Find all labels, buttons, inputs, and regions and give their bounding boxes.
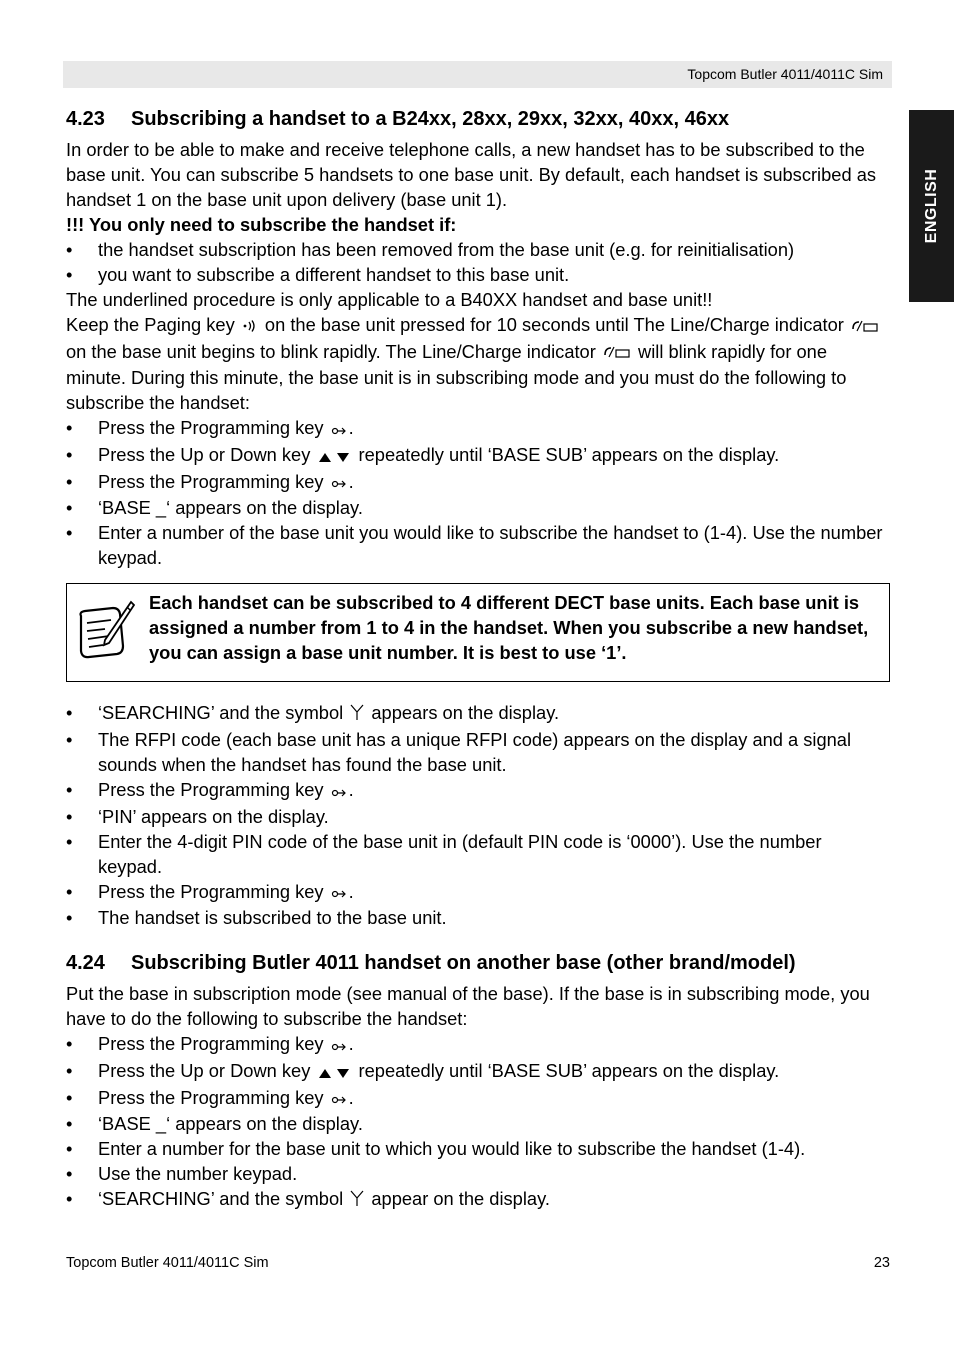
programming-key-icon xyxy=(331,1086,347,1111)
language-tab xyxy=(909,110,954,302)
language-tab-label: ENGLISH xyxy=(922,168,940,244)
antenna-icon xyxy=(350,1188,364,1213)
list-item: • ‘PIN’ appears on the display. xyxy=(66,805,329,827)
intro-paragraph: Put the base in subscription mode (see manual of the base). If the base is in subscribing mode, you have to do the following to subscribe the handset: xyxy=(66,983,870,1030)
underlined-note: The underlined procedure is only applicable to a B40XX handset and base unit!! xyxy=(66,289,713,310)
line-charge-icon xyxy=(851,314,879,339)
footer-title: Topcom Butler 4011/4011C Sim xyxy=(66,1255,269,1271)
section-title: Subscribing Butler 4011 handset on another base (other brand/model) xyxy=(131,952,796,975)
list-item: • Press the Programming key . xyxy=(66,469,890,496)
paging-key-icon xyxy=(242,314,258,339)
page-number: 23 xyxy=(873,1255,890,1271)
note-text: Each handset can be subscribed to 4 different DECT base units. Each base unit is assigned a number from 1 to 4 in the handset. When you subscribe a new handset, you can assign a base unit number. It is best to use ‘1’. xyxy=(149,592,869,664)
list-item: • Enter a number of the base unit you would like to subscribe the handset to (1-4). Use the number keypad. xyxy=(66,522,883,569)
list-item: • ‘SEARCHING’ and the symbol appears on the display. xyxy=(66,700,890,727)
programming-key-icon xyxy=(331,880,347,905)
list-item: • Enter the 4-digit PIN code of the base unit in (default PIN code is ‘0000’). Use the number keypad. xyxy=(66,830,822,877)
header-bar xyxy=(63,61,892,88)
condition-title: !!! You only need to subscribe the handset if: xyxy=(66,214,457,235)
antenna-icon xyxy=(350,702,364,727)
section-heading-4-23 xyxy=(66,106,890,132)
note-box xyxy=(66,583,890,682)
list-item: • Press the Programming key . xyxy=(66,1031,890,1058)
paging-paragraph: Keep the Paging key on the base unit pressed for 10 seconds until The Line/Charge indicator on the base unit begins to blink rapidly. The Line/Charge indicator will blink rapidly for one minute. During this minute, the base unit is in subscribing mode and you must do the following to subscribe the handset: xyxy=(66,312,890,415)
list-item: • Press the Up or Down key repeatedly until ‘BASE SUB’ appears on the display. xyxy=(66,442,890,469)
list-item: • Press the Programming key . xyxy=(66,777,890,804)
list-item: • Enter a number for the base unit to which you would like to subscribe the handset (1-4). xyxy=(66,1138,806,1160)
search-steps-list xyxy=(66,700,890,930)
intro-paragraph: In order to be able to make and receive telephone calls, a new handset has to be subscribed to the base unit. You can subscribe 5 handsets to one base unit. By default, each handset is subscribed as handset 1 on the base unit upon delivery (base unit 1). xyxy=(66,139,876,210)
list-item: • ‘SEARCHING’ and the symbol appear on the display. xyxy=(66,1186,890,1213)
note-pencil-icon xyxy=(73,598,135,670)
list-item: • Press the Up or Down key repeatedly until ‘BASE SUB’ appears on the display. xyxy=(66,1058,890,1085)
list-item: • Press the Programming key . xyxy=(66,415,890,442)
page-content xyxy=(66,106,890,1213)
list-item: • The handset is subscribed to the base unit. xyxy=(66,907,447,929)
header-title: Topcom Butler 4011/4011C Sim xyxy=(687,66,883,82)
up-down-arrows-icon xyxy=(317,1060,351,1085)
programming-key-icon xyxy=(331,779,347,804)
list-item: • ‘BASE _‘ appears on the display. xyxy=(66,497,363,519)
list-item: • Use the number keypad. xyxy=(66,1163,298,1185)
list-item: • the handset subscription has been removed from the base unit (e.g. for reinitialisation) xyxy=(66,239,795,260)
section-title: Subscribing a handset to a B24xx, 28xx, 29xx, 32xx, 40xx, 46xx xyxy=(131,108,730,130)
section-4-24 xyxy=(66,950,890,1213)
programming-key-icon xyxy=(331,1033,347,1058)
line-charge-icon xyxy=(603,340,631,365)
programming-key-icon xyxy=(331,470,347,495)
section-heading-4-24 xyxy=(66,950,890,976)
list-item: • The RFPI code (each base unit has a unique RFPI code) appears on the display and a signal sounds when the handset has found the base unit. xyxy=(66,729,852,776)
up-down-arrows-icon xyxy=(317,444,351,469)
section-number: 4.23 xyxy=(66,108,105,130)
other-base-steps-list xyxy=(66,1031,890,1213)
list-item: • ‘BASE _‘ appears on the display. xyxy=(66,1113,363,1135)
list-item: • you want to subscribe a different handset to this base unit. xyxy=(66,264,570,285)
condition-list xyxy=(66,237,890,287)
section-number: 4.24 xyxy=(66,952,105,975)
subscribe-steps-list xyxy=(66,415,890,570)
list-item: • Press the Programming key . xyxy=(66,1085,890,1112)
list-item: • Press the Programming key . xyxy=(66,879,890,906)
programming-key-icon xyxy=(331,417,347,442)
